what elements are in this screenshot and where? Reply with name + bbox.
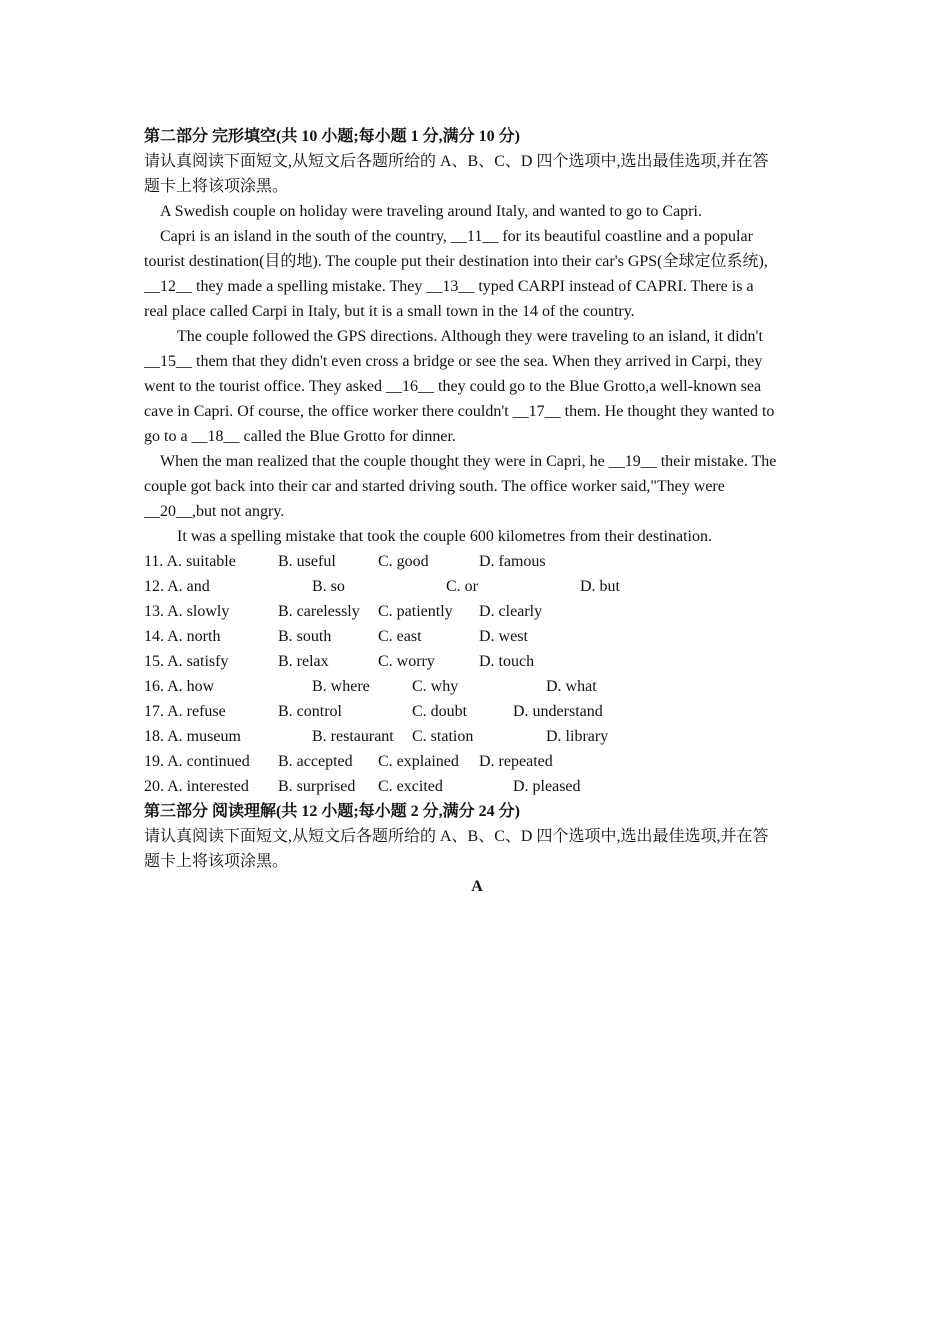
option-d: D. repeated [479,753,553,770]
passage-line: real place called Carpi in Italy, but it is a small town in the 14 of the country. [144,303,635,320]
option-d: D. west [479,628,528,645]
question-13-options [144,599,810,624]
option-d: D. clearly [479,603,543,620]
option-a: 12. A. and [144,578,210,595]
option-a: 11. A. suitable [144,553,236,570]
option-c: C. excited [378,778,443,795]
part2-heading: 第二部分 完形填空(共 10 小题;每小题 1 分,满分 10 分) [144,128,520,145]
question-20-options [144,774,810,799]
option-a: 13. A. slowly [144,603,230,620]
exam-page [144,124,810,899]
question-16-options [144,674,810,699]
passage-line: It was a spelling mistake that took the couple 600 kilometres from their destination. [177,528,712,545]
question-14-options [144,624,810,649]
option-b: B. so [312,578,345,595]
passage-line: __20__,but not angry. [144,503,285,520]
option-a: 16. A. how [144,678,215,695]
passage-line: Capri is an island in the south of the country, __11__ for its beautiful coastline and a popular [160,228,753,245]
passage-line: __15__ them that they didn't even cross a bridge or see the sea. When they arrived in Carpi, they [144,353,763,370]
option-c: C. patiently [378,603,453,620]
option-d: D. famous [479,553,546,570]
option-a: 14. A. north [144,628,221,645]
option-c: C. worry [378,653,435,670]
option-c: C. east [378,628,422,645]
option-d: D. what [546,678,597,695]
section-label: A [471,878,483,895]
option-b: B. where [312,678,370,695]
question-18-options [144,724,810,749]
passage-line: cave in Capri. Of course, the office worker there couldn't __17__ them. He thought they wanted to [144,403,775,420]
option-a: 20. A. interested [144,778,249,795]
option-c: C. doubt [412,703,468,720]
option-c: C. or [446,578,478,595]
part3-instruction-line2: 题卡上将该项涂黑。 [144,853,289,870]
passage-line: A Swedish couple on holiday were traveling around Italy, and wanted to go to Capri. [160,203,702,220]
question-19-options [144,749,810,774]
passage-line: went to the tourist office. They asked __16__ they could go to the Blue Grotto,a well-known sea [144,378,762,395]
option-d: D. touch [479,653,535,670]
option-b: B. accepted [278,753,353,770]
passage-line: go to a __18__ called the Blue Grotto for dinner. [144,428,456,445]
option-c: C. station [412,728,474,745]
part2-instruction-line1: 请认真阅读下面短文,从短文后各题所给的 A、B、C、D 四个选项中,选出最佳选项,并在答 [144,153,769,170]
option-c: C. good [378,553,429,570]
part3-heading: 第三部分 阅读理解(共 12 小题;每小题 2 分,满分 24 分) [144,803,520,820]
option-c: C. why [412,678,459,695]
option-d: D. understand [513,703,603,720]
option-b: B. surprised [278,778,356,795]
question-11-options [144,549,810,574]
option-b: B. carelessly [278,603,360,620]
passage-line: __12__ they made a spelling mistake. They __13__ typed CARPI instead of CAPRI. There is a [144,278,754,295]
part3-instruction-line1: 请认真阅读下面短文,从短文后各题所给的 A、B、C、D 四个选项中,选出最佳选项,并在答 [144,828,769,845]
question-17-options [144,699,810,724]
passage-line: tourist destination(目的地). The couple put their destination into their car's GPS(全球定位系统), [144,253,768,270]
option-a: 15. A. satisfy [144,653,229,670]
passage-line: The couple followed the GPS directions. Although they were traveling to an island, it didn't [177,328,763,345]
option-b: B. restaurant [312,728,394,745]
question-12-options [144,574,810,599]
option-d: D. but [580,578,620,595]
option-a: 19. A. continued [144,753,250,770]
option-b: B. relax [278,653,329,670]
option-b: B. control [278,703,342,720]
passage-line: couple got back into their car and started driving south. The office worker said,"They were [144,478,725,495]
question-15-options [144,649,810,674]
option-b: B. useful [278,553,336,570]
option-a: 17. A. refuse [144,703,226,720]
option-c: C. explained [378,753,459,770]
option-d: D. library [546,728,609,745]
option-b: B. south [278,628,332,645]
option-d: D. pleased [513,778,581,795]
passage-line: When the man realized that the couple thought they were in Capri, he __19__ their mistake. The [160,453,777,470]
part2-instruction-line2: 题卡上将该项涂黑。 [144,178,289,195]
option-a: 18. A. museum [144,728,241,745]
